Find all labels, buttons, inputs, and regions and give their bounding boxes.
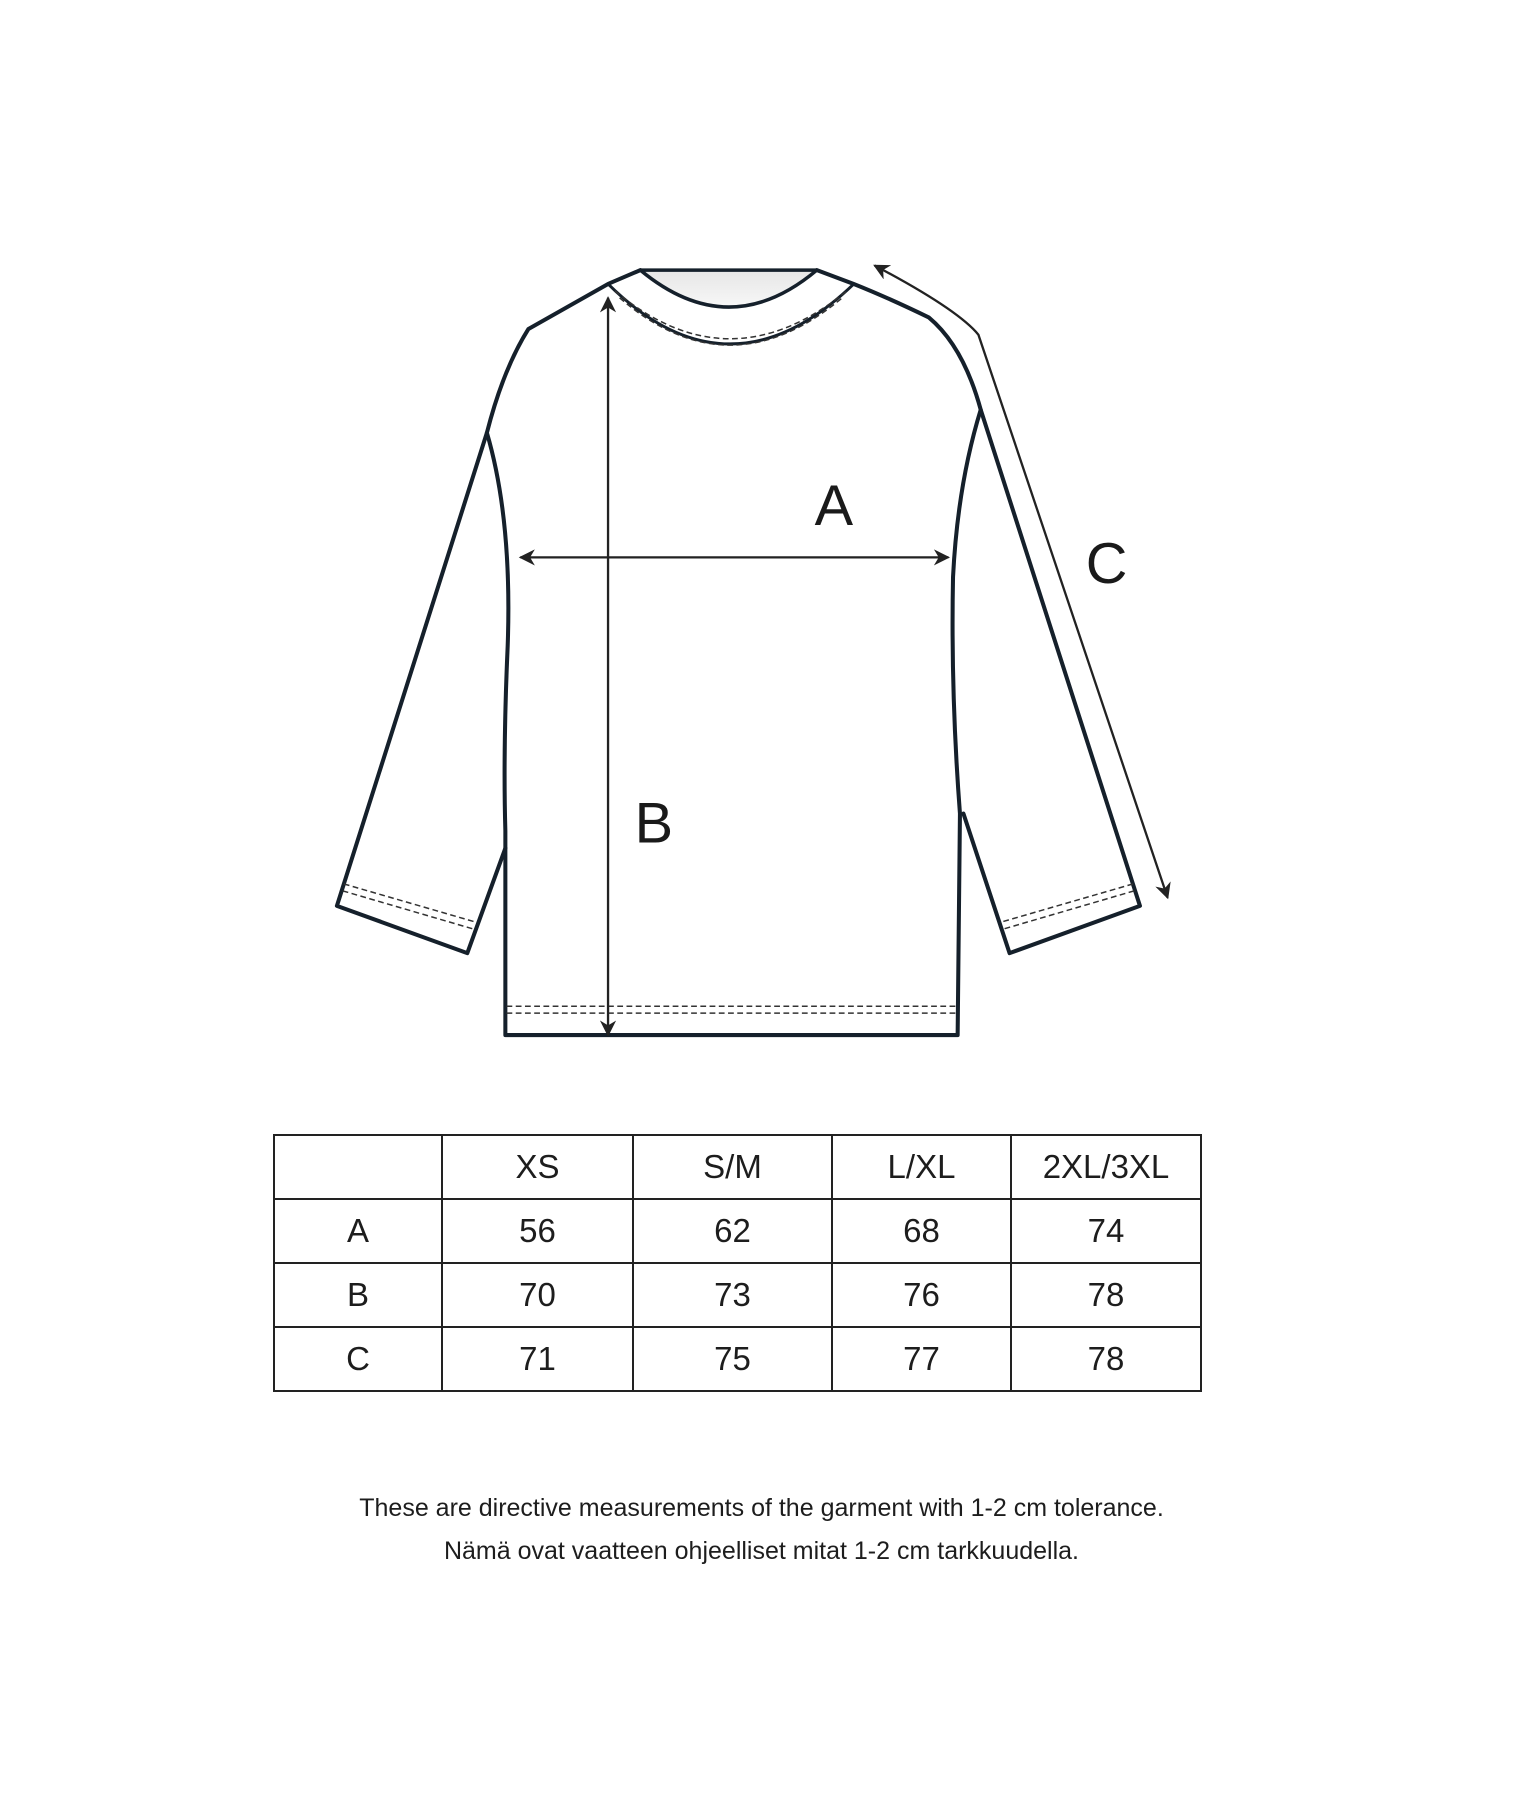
label-c: C bbox=[1085, 531, 1128, 596]
neck-opening bbox=[640, 270, 817, 307]
table-cell: 62 bbox=[633, 1199, 832, 1263]
left-sleeve bbox=[337, 433, 505, 953]
header-cell: XS bbox=[442, 1135, 633, 1199]
header-cell: L/XL bbox=[832, 1135, 1011, 1199]
header-cell: 2XL/3XL bbox=[1011, 1135, 1201, 1199]
table-cell: 70 bbox=[442, 1263, 633, 1327]
table-cell: 56 bbox=[442, 1199, 633, 1263]
row-label: C bbox=[274, 1327, 442, 1391]
table-row bbox=[274, 1199, 1201, 1263]
label-b: B bbox=[634, 791, 674, 856]
table-cell: 71 bbox=[442, 1327, 633, 1391]
table-cell: 75 bbox=[633, 1327, 832, 1391]
header-cell: S/M bbox=[633, 1135, 832, 1199]
size-table bbox=[273, 1134, 1202, 1392]
table-row bbox=[274, 1263, 1201, 1327]
label-a: A bbox=[814, 474, 854, 539]
row-label: A bbox=[274, 1199, 442, 1263]
header-cell bbox=[274, 1135, 442, 1199]
table-cell: 73 bbox=[633, 1263, 832, 1327]
table-cell: 78 bbox=[1011, 1327, 1201, 1391]
body-outline bbox=[487, 270, 981, 1035]
table-row bbox=[274, 1327, 1201, 1391]
table-header-row bbox=[274, 1135, 1201, 1199]
row-label: B bbox=[274, 1263, 442, 1327]
table-cell: 68 bbox=[832, 1199, 1011, 1263]
table-cell: 74 bbox=[1011, 1199, 1201, 1263]
note-finnish: Nämä ovat vaatteen ohjeelliset mitat 1-2 cm tarkkuudella. bbox=[443, 1537, 1080, 1565]
right-sleeve bbox=[963, 410, 1140, 953]
note-english: These are directive measurements of the garment with 1-2 cm tolerance. bbox=[359, 1494, 1164, 1522]
table-cell: 78 bbox=[1011, 1263, 1201, 1327]
table-cell: 76 bbox=[832, 1263, 1011, 1327]
table-cell: 77 bbox=[832, 1327, 1011, 1391]
